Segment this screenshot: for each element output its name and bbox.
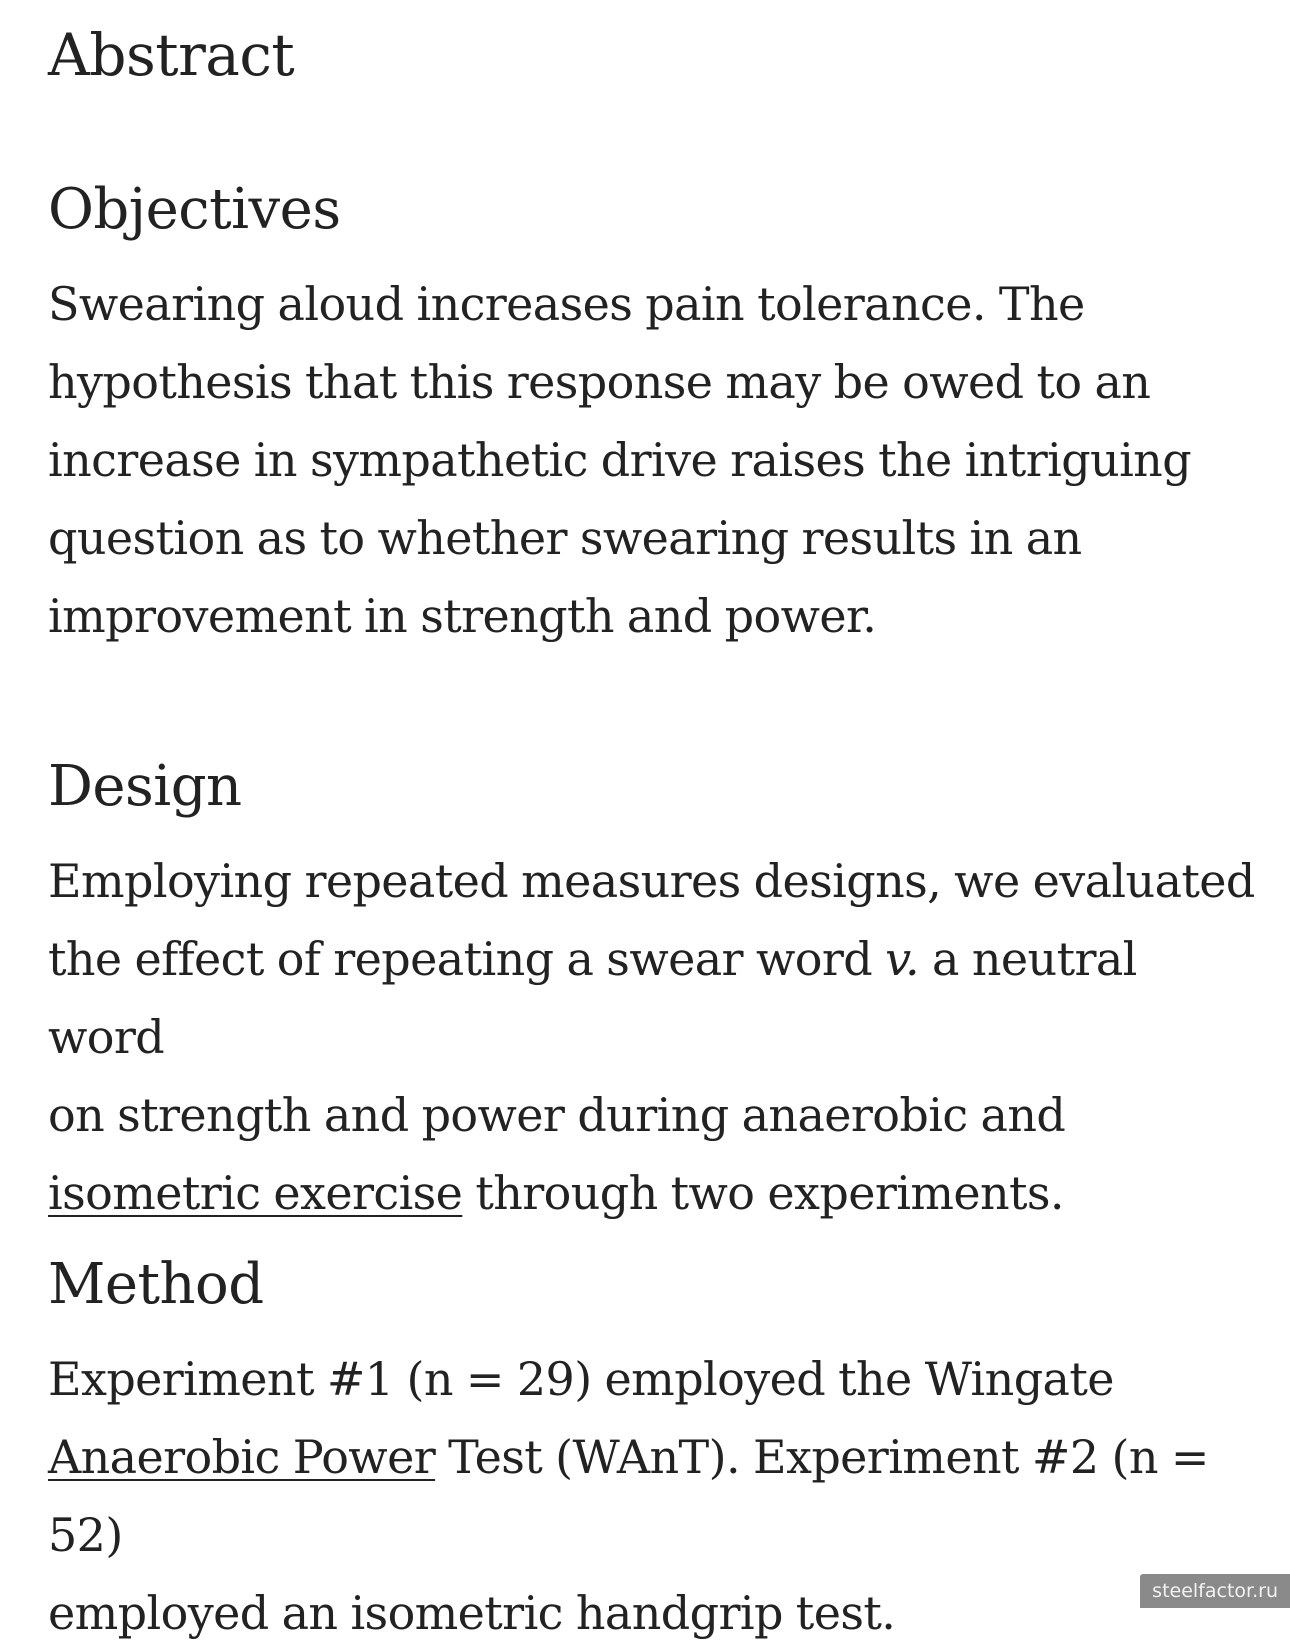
objectives-line: increase in sympathetic drive raises the intriguing [48, 433, 1192, 487]
method-heading: Method [48, 1252, 264, 1317]
objectives-line: question as to whether swearing results in an [48, 511, 1082, 565]
method-section [48, 1250, 1263, 1652]
method-line: Experiment #1 (n = 29) employed the Wingate [48, 1352, 1114, 1406]
anaerobic-power-link[interactable]: Anaerobic Power [48, 1430, 436, 1484]
design-line: Employing repeated measures designs, we evaluated [48, 854, 1255, 908]
design-line: on strength and power during anaerobic and [48, 1088, 1066, 1142]
watermark: steelfactor.ru [1140, 1574, 1290, 1608]
design-heading: Design [48, 754, 242, 819]
versus-abbreviation: v. [885, 932, 920, 986]
method-text [48, 1340, 1263, 1652]
objectives-line: Swearing aloud increases pain tolerance. The [48, 277, 1085, 331]
method-line: Test (WAnT). Experiment #2 (n = 52) [48, 1430, 1209, 1562]
abstract-heading: Abstract [48, 21, 295, 89]
objectives-line: hypothesis that this response may be owed to an [48, 355, 1151, 409]
objectives-text [48, 265, 1263, 655]
objectives-section [48, 175, 1263, 655]
design-section [48, 752, 1263, 1232]
design-line: the effect of repeating a swear word [48, 932, 886, 986]
design-line: a neutral word [48, 932, 1137, 1064]
objectives-line: improvement in strength and power. [48, 589, 877, 643]
objectives-heading: Objectives [48, 177, 341, 242]
design-line: through two experiments. [462, 1166, 1064, 1220]
method-line: employed an isometric handgrip test. [48, 1586, 896, 1640]
isometric-exercise-link[interactable]: isometric exercise [48, 1166, 463, 1220]
design-text [48, 842, 1263, 1232]
